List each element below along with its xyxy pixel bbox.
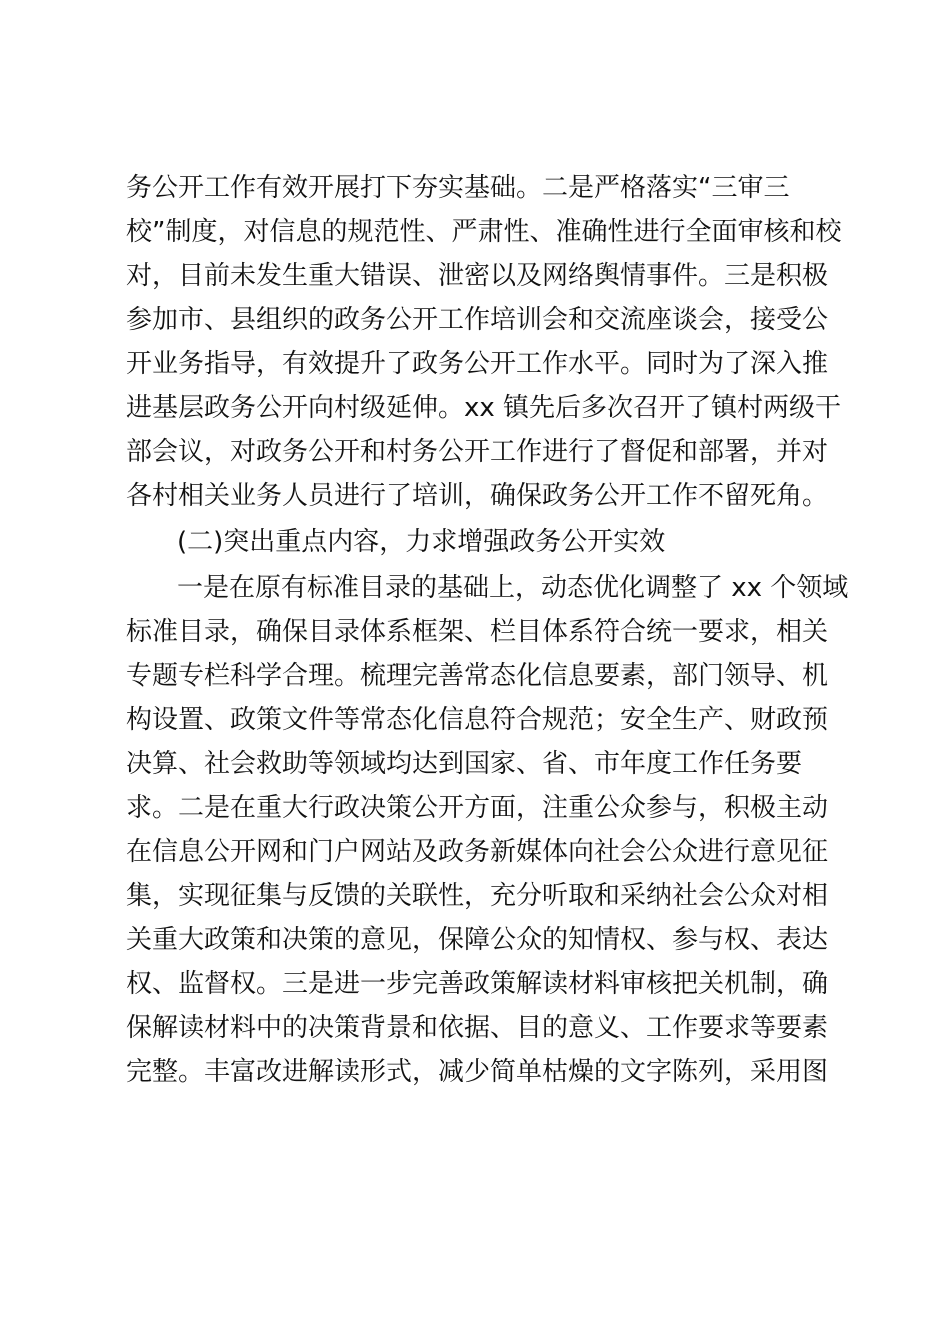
text-line: 参加市、县组织的政务公开工作培训会和交流座谈会，接受公 bbox=[126, 305, 829, 335]
text-line: 进基层政务公开向村级延伸。xx 镇先后多次召开了镇村两级干 bbox=[126, 393, 842, 423]
text-line: 保解读材料中的决策背景和依据、目的意义、工作要求等要素 bbox=[126, 1013, 829, 1043]
text-line: 各村相关业务人员进行了培训，确保政务公开工作不留死角。 bbox=[126, 481, 829, 511]
text-line: 权、监督权。三是进一步完善政策解读材料审核把关机制，确 bbox=[126, 969, 829, 999]
text-line: 开业务指导，有效提升了政务公开工作水平。同时为了深入推 bbox=[126, 349, 829, 379]
text-line: 一是在原有标准目录的基础上，动态优化调整了 xx 个领域 bbox=[177, 573, 849, 603]
text-line: 关重大政策和决策的意见，保障公众的知情权、参与权、表达 bbox=[126, 925, 829, 955]
text-line: 对，目前未发生重大错误、泄密以及网络舆情事件。三是积极 bbox=[126, 261, 829, 291]
text-line: 校”制度，对信息的规范性、严肃性、准确性进行全面审核和校 bbox=[126, 217, 842, 247]
text-line: 专题专栏科学合理。梳理完善常态化信息要素，部门领导、机 bbox=[126, 661, 829, 691]
text-line: 构设置、政策文件等常态化信息符合规范；安全生产、财政预 bbox=[126, 705, 829, 735]
text-line: 决算、社会救助等领域均达到国家、省、市年度工作任务要 bbox=[126, 749, 803, 779]
text-line: 部会议，对政务公开和村务公开工作进行了督促和部署，并对 bbox=[126, 437, 829, 467]
text-line: 务公开工作有效开展打下夯实基础。二是严格落实“三审三 bbox=[126, 173, 790, 203]
section-heading: (二)突出重点内容，力求增强政务公开实效 bbox=[177, 527, 666, 557]
text-line: 标准目录，确保目录体系框架、栏目体系符合统一要求，相关 bbox=[126, 617, 829, 647]
text-line: 完整。丰富改进解读形式，减少简单枯燥的文字陈列，采用图 bbox=[126, 1057, 829, 1087]
text-line: 求。二是在重大行政决策公开方面，注重公众参与，积极主动 bbox=[126, 793, 829, 823]
text-line: 集，实现征集与反馈的关联性，充分听取和采纳社会公众对相 bbox=[126, 881, 829, 911]
text-line: 在信息公开网和门户网站及政务新媒体向社会公众进行意见征 bbox=[126, 837, 829, 867]
